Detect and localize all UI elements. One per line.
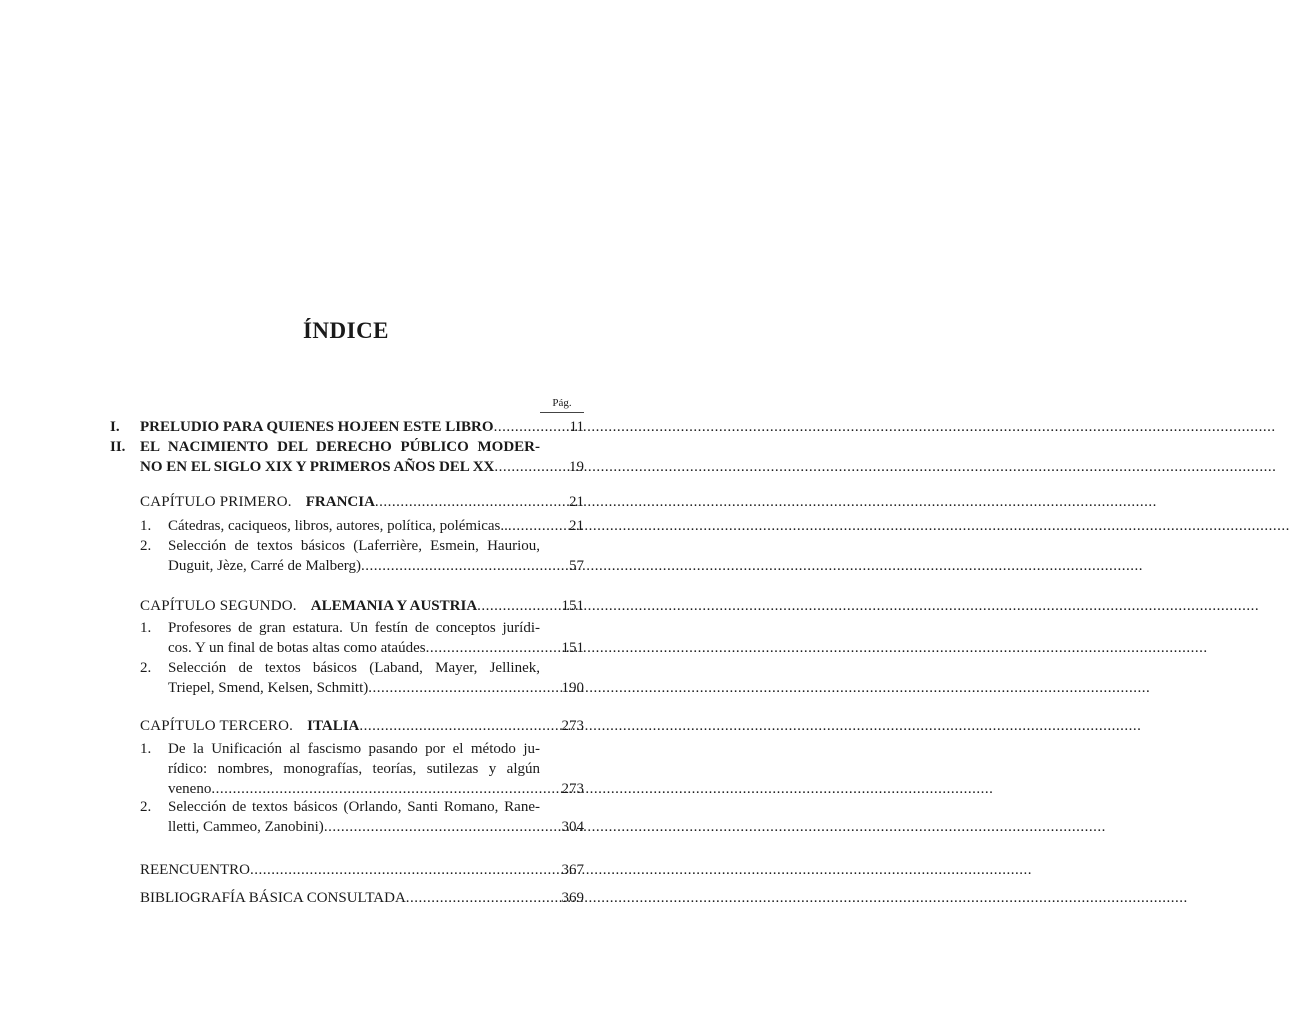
chapter-2[interactable] (140, 596, 584, 616)
bibliografia-page: 369 (561, 890, 584, 906)
cap2-s1-line2: cos. Y un final de botas altas como ataúdes (168, 640, 426, 656)
entry-reencuentro[interactable] (140, 860, 584, 880)
cap2-s1-num: 1. (140, 620, 152, 636)
chapter-1-label: CAPÍTULO PRIMERO. (140, 494, 292, 510)
chapter-1[interactable] (140, 492, 584, 512)
cap2-s1-line1[interactable]: Profesores de gran estatura. Un festín de conceptos jurídi- (168, 620, 540, 636)
entry-i[interactable] (140, 417, 584, 437)
entry-ii[interactable] (140, 457, 584, 477)
leader-dots (368, 678, 540, 698)
cap1-s2-num: 2. (140, 538, 152, 554)
chapter-1-name: FRANCIA (305, 494, 375, 510)
leader-dots (250, 860, 540, 880)
cap1-s1-page: 21 (569, 518, 584, 534)
chapter-3-page: 273 (561, 718, 584, 734)
cap1-s1-text: Cátedras, caciqueos, libros, autores, política, polémicas.. (168, 518, 508, 534)
cap1-s2-page: 57 (569, 558, 584, 574)
cap3-s1-page: 273 (561, 781, 584, 797)
cap2-section-1[interactable] (168, 638, 584, 658)
cap2-s2-line1[interactable]: Selección de textos básicos (Laband, Mayer, Jellinek, (168, 660, 540, 676)
cap3-s1-line2[interactable]: rídico: nombres, monografías, teorías, sutilezas y algún (168, 761, 540, 777)
leader-dots (324, 817, 540, 837)
cap3-s1-line3: veneno (168, 781, 212, 797)
page-column-rule (540, 412, 584, 413)
cap2-s2-page: 190 (561, 680, 584, 696)
leader-dots (494, 457, 540, 477)
chapter-1-page: 21 (569, 494, 584, 510)
cap2-s2-num: 2. (140, 660, 152, 676)
chapter-2-name: ALEMANIA Y AUSTRIA (310, 598, 478, 614)
entry-ii-line1[interactable]: EL NACIMIENTO DEL DERECHO PÚBLICO MODER- (140, 439, 540, 455)
page-title: ÍNDICE (302, 318, 390, 343)
chapter-3[interactable] (140, 716, 584, 736)
cap3-s2-line2: lletti, Cammeo, Zanobini) (168, 819, 324, 835)
leader-dots (426, 638, 540, 658)
cap1-s1-num: 1. (140, 518, 152, 534)
page-column-label: Pág. (552, 397, 572, 409)
chapter-3-label: CAPÍTULO TERCERO. (140, 718, 294, 734)
entry-i-text: PRELUDIO PARA QUIENES HOJEEN ESTE LIBRO (140, 419, 494, 435)
entry-ii-numeral: II. (110, 439, 126, 455)
cap1-s2-line2: Duguit, Jèze, Carré de Malberg) (168, 558, 361, 574)
leader-dots (477, 596, 540, 616)
chapter-3-name: ITALIA (307, 718, 360, 734)
leader-dots (375, 492, 540, 512)
leader-dots (359, 716, 540, 736)
cap3-s2-page: 304 (561, 819, 584, 835)
cap3-s1-num: 1. (140, 741, 152, 757)
cap1-section-1[interactable] (168, 516, 584, 536)
cap3-s2-line1[interactable]: Selección de textos básicos (Orlando, Santi Romano, Rane- (168, 799, 540, 815)
entry-i-numeral: I. (110, 419, 120, 435)
entry-ii-page: 19 (569, 459, 584, 475)
cap2-s1-page: 151 (561, 640, 584, 656)
leader-dots (508, 516, 540, 536)
cap2-section-2[interactable] (168, 678, 584, 698)
entry-i-page: 11 (569, 419, 584, 435)
leader-dots (406, 888, 540, 908)
cap3-section-1[interactable] (168, 779, 584, 799)
chapter-2-label: CAPÍTULO SEGUNDO. (140, 598, 297, 614)
cap2-s2-line2: Triepel, Smend, Kelsen, Schmitt) (168, 680, 369, 696)
cap1-s2-line1[interactable]: Selección de textos básicos (Laferrière, Esmein, Hauriou, (168, 538, 540, 554)
leader-dots (211, 779, 540, 799)
reencuentro-text: REENCUENTRO (140, 862, 250, 878)
cap3-s2-num: 2. (140, 799, 152, 815)
cap1-section-2[interactable] (168, 556, 584, 576)
cap3-s1-line1[interactable]: De la Unificación al fascismo pasando por el método ju- (168, 741, 540, 757)
leader-dots (494, 417, 540, 437)
reencuentro-page: 367 (561, 862, 584, 878)
entry-bibliografia[interactable] (140, 888, 584, 908)
entry-ii-line2: NO EN EL SIGLO XIX Y PRIMEROS AÑOS DEL XX (140, 459, 495, 475)
bibliografia-text: BIBLIOGRAFÍA BÁSICA CONSULTADA (140, 890, 406, 906)
cap3-section-2[interactable] (168, 817, 584, 837)
chapter-2-page: 151 (561, 598, 584, 614)
leader-dots (361, 556, 540, 576)
